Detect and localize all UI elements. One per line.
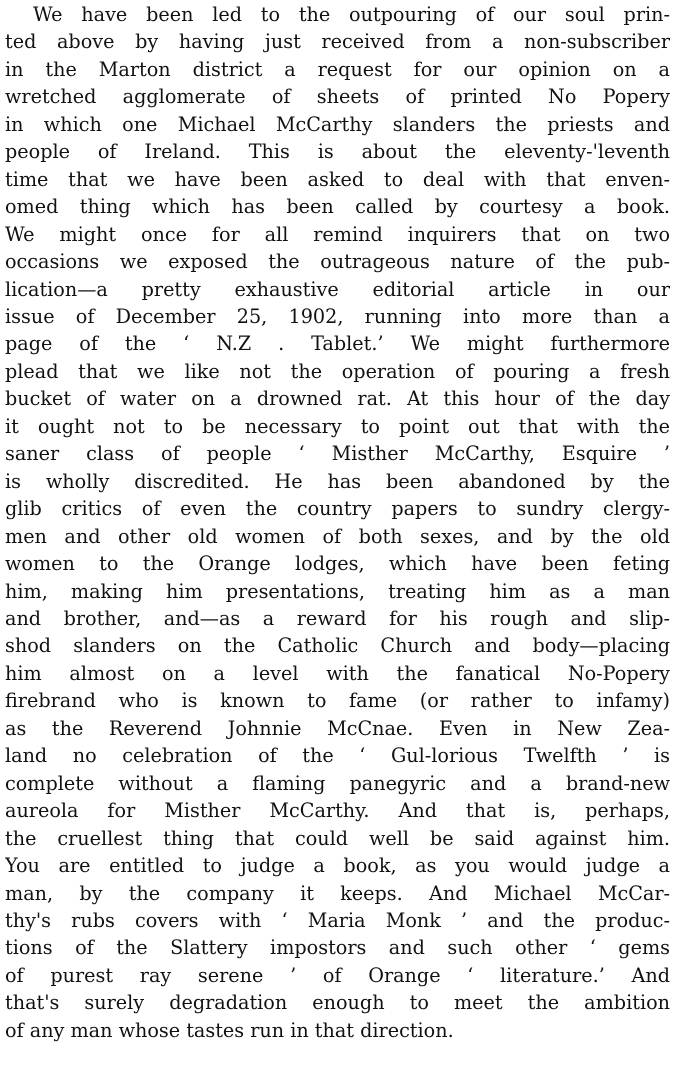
text-line: You are entitled to judge a book, as you would judge a [5, 854, 670, 878]
text-line: wretched agglomerate of sheets of printed No Popery [5, 85, 670, 109]
text-line: of any man whose tastes run in that direction. [5, 1018, 454, 1042]
text-line: man, by the company it keeps. And Michael McCar- [5, 881, 670, 905]
text-line: the cruellest thing that could well be said against him. [5, 826, 670, 850]
text-line: time that we have been asked to deal with that enven- [5, 167, 670, 191]
text-line: and brother, and—as a reward for his rough and slip- [5, 606, 670, 630]
text-line: in the Marton district a request for our opinion on a [5, 57, 670, 81]
text-line: women to the Orange lodges, which have been feting [5, 552, 670, 576]
text-line: glib critics of even the country papers to sundry clergy- [5, 497, 670, 521]
text-line: thy's rubs covers with ‘ Maria Monk ’ and the produc- [5, 908, 670, 932]
text-line: ted above by having just received from a non-subscriber [5, 30, 670, 54]
article-paragraph [5, 1, 670, 1044]
text-line: aureola for Misther McCarthy. And that is, perhaps, [5, 799, 670, 823]
text-line: as the Reverend Johnnie McCnae. Even in New Zea- [5, 716, 670, 740]
text-line: occasions we exposed the outrageous nature of the pub- [5, 250, 670, 274]
text-line: We might once for all remind inquirers that on two [5, 222, 670, 246]
text-line: is wholly discredited. He has been abandoned by the [5, 469, 670, 493]
text-line: complete without a flaming panegyric and a brand-new [5, 771, 670, 795]
text-line: bucket of water on a drowned rat. At this hour of the day [5, 387, 670, 411]
text-line: it ought not to be necessary to point out that with the [5, 414, 670, 438]
text-line: tions of the Slattery impostors and such other ‘ gems [5, 936, 670, 960]
text-line: We have been led to the outpouring of our soul prin- [33, 3, 670, 26]
text-line: in which one Michael McCarthy slanders the priests and [5, 112, 670, 136]
text-line: omed thing which has been called by courtesy a book. [5, 195, 670, 219]
text-line: people of Ireland. This is about the eleventy-'leventh [5, 140, 670, 164]
text-line: that's surely degradation enough to meet the ambition [5, 991, 670, 1015]
text-line: firebrand who is known to fame (or rather to infamy) [5, 689, 670, 713]
text-line: lication—a pretty exhaustive editorial article in our [5, 277, 670, 301]
text-line: page of the ‘ N.Z . Tablet.’ We might furthermore [5, 332, 670, 356]
text-line: issue of December 25, 1902, running into more than a [5, 304, 670, 328]
text-line: men and other old women of both sexes, and by the old [5, 524, 670, 548]
text-line: land no celebration of the ‘ Gul-lorious Twelfth ’ is [5, 744, 670, 768]
text-line: saner class of people ‘ Misther McCarthy, Esquire ’ [5, 442, 670, 466]
text-line: of purest ray serene ’ of Orange ‘ literature.’ And [5, 963, 670, 987]
text-line: shod slanders on the Catholic Church and body—placing [5, 634, 670, 658]
text-line: him almost on a level with the fanatical No-Popery [5, 661, 670, 685]
text-line: him, making him presentations, treating him as a man [5, 579, 670, 603]
text-line: plead that we like not the operation of pouring a fresh [5, 359, 670, 383]
